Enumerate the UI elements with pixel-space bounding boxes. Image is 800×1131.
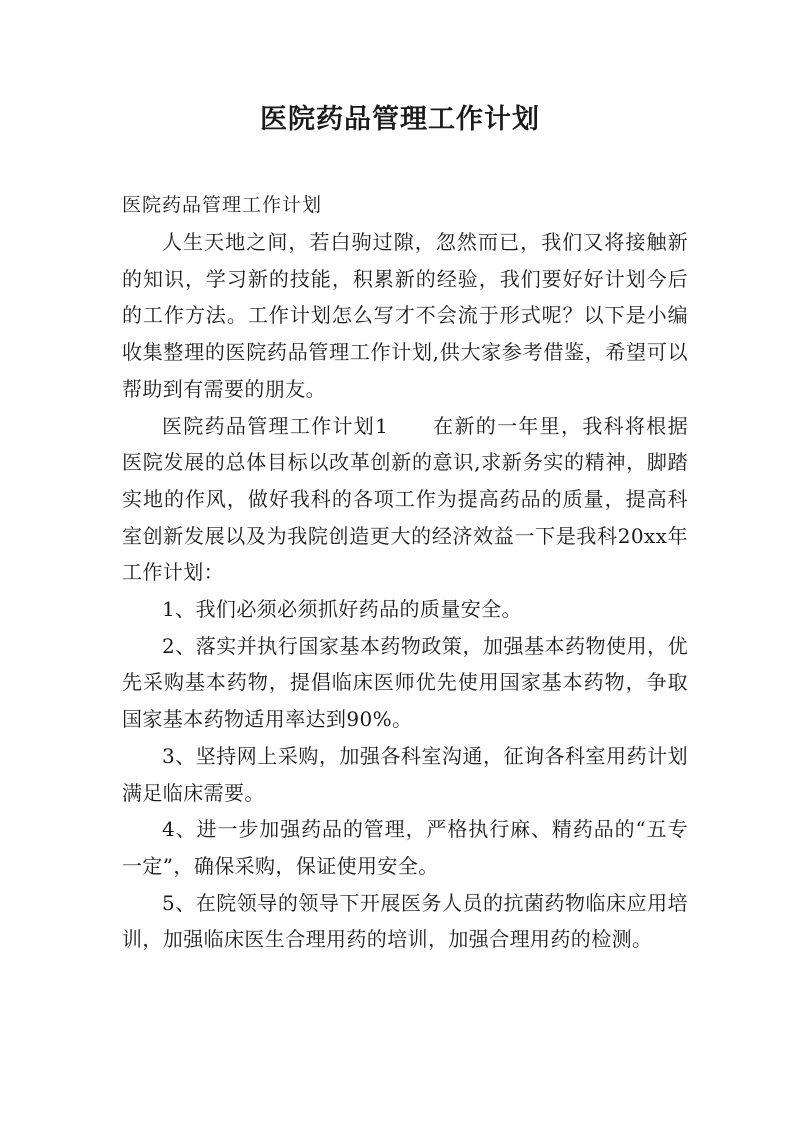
document-title: 医院药品管理工作计划 (260, 104, 540, 135)
plan-item-4: 4、进一步加强药品的管理，严格执行麻、精药品的“五专一定”，确保采购，保证使用安全。 (122, 817, 688, 878)
plan-item-5: 5、在院领导的领导下开展医务人员的抗菌药物临床应用培训，加强临床医生合理用药的培训，加强合理用药的检测。 (122, 890, 688, 952)
plan-intro-text: 在新的一年里，我科将根据医院发展的总体目标以改革创新的意识,求新务实的精神，脚踏实地的作风，做好我科的各项工作为提高药品的质量，提高科室创新发展以及为我院创造更大的经济效益一下是我科20xx年工作计划： (122, 413, 688, 585)
plan-item-1: 1、我们必须必须抓好药品的质量安全。 (162, 597, 522, 622)
plan-item-3: 3、坚持网上采购，加强各科室沟通，征询各科室用药计划满足临床需要。 (122, 743, 688, 805)
plan-intro-paragraph (122, 408, 688, 592)
plan-item-2: 2、落实并执行国家基本药物政策，加强基本药物使用，优先采购基本药物，提倡临床医师优先使用国家基本药物，争取国家基本药物适用率达到90%。 (122, 633, 688, 732)
document-subtitle: 医院药品管理工作计划 (122, 194, 323, 216)
intro-paragraph: 人生天地之间，若白驹过隙，忽然而已，我们又将接触新的知识，学习新的技能，积累新的经验，我们要好好计划今后的工作方法。工作计划怎么写才不会流于形式呢？以下是小编收集整理的医院药品管理工作计划,供大家参考借鉴，希望可以帮助到有需要的朋友。 (122, 230, 688, 401)
document-body (122, 224, 688, 958)
plan-heading: 医院药品管理工作计划1 (162, 413, 389, 438)
